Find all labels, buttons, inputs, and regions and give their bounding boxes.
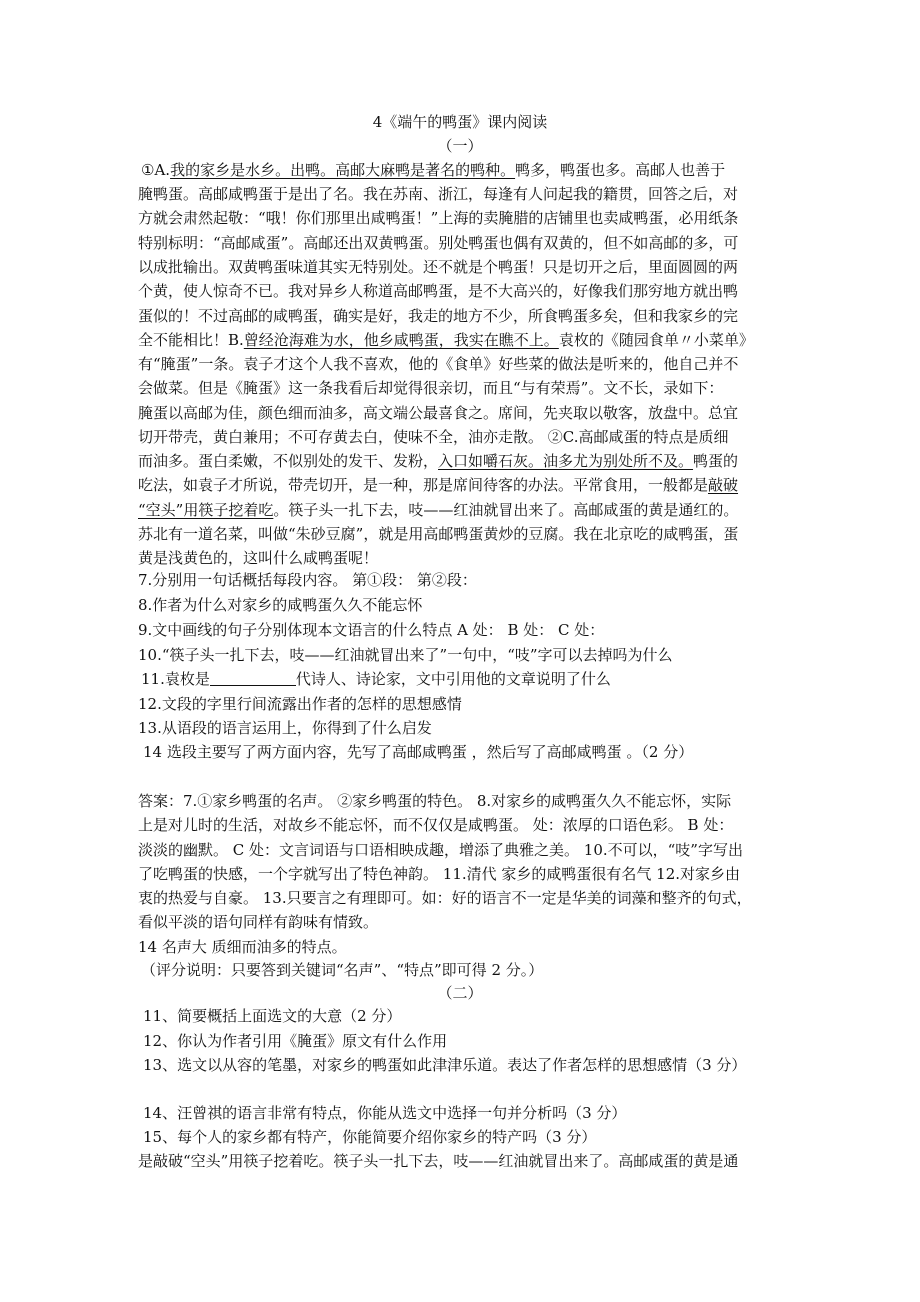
passage-text: 而油多。蛋白柔嫩，不似别处的发干、发粉，: [138, 452, 439, 470]
passage-text: 黄是浅黄色的，这叫什么咸鸭蛋呢！: [138, 549, 379, 567]
passage-text: 全不能相比！B.: [138, 331, 244, 349]
question-14: 14 选段主要写了两方面内容，先写了高邮咸鸭蛋 ，然后写了高邮咸鸭蛋 。（2 分）: [143, 743, 694, 761]
answer-line: 了吃鸭蛋的快感，一个字就写出了特色神韵。 11.清代 家乡的咸鸭蛋很有名气 12.对家乡由: [138, 865, 741, 883]
passage-text: 会做菜。但是《腌蛋》这一条我看后却觉得很亲切，而且“与有荣焉”。文不长，录如下：: [138, 379, 724, 397]
passage-line: [138, 208, 738, 228]
section-heading-2: （二）: [437, 984, 483, 1002]
passage-text: 以成批输出。双黄鸭蛋味道其实无特别处。还不就是个鸭蛋！只是切开之后，里面圆圆的两: [138, 258, 739, 276]
passage-line: [138, 330, 754, 350]
question-10: 10.“筷子头一扎下去，吱——红油就冒出来了”一句中，“吱”字可以去掉吗为什么: [138, 646, 673, 664]
passage-text: 个黄，使人惊奇不已。我对异乡人称道高邮鸭蛋，是不大高兴的，好像我们那穷地方就出鸭: [138, 282, 739, 300]
question-12: 12.文段的字里行间流露出作者的怎样的思想感情: [138, 695, 462, 713]
passage-text: 腌蛋以高邮为佳，颜色细而油多，高文端公最喜食之。席间，先夹取以敬客，放盘中。总宜: [138, 404, 739, 422]
passage-line: [141, 160, 725, 180]
answer-line: 上是对儿时的生活，对故乡不能忘怀，而不仅仅是咸鸭蛋。 处：浓厚的口语色彩。 B 处：: [138, 816, 734, 834]
question-9: 9.文中画线的句子分别体现本文语言的什么特点 A 处： B 处： C 处：: [138, 621, 605, 639]
passage-text: 。筷子头一扎下去，吱——红油就冒出来了。高邮咸蛋的黄是通红的。: [273, 501, 739, 519]
passage-line: [138, 475, 738, 495]
passage-text: 特别标明：“高邮咸蛋”。高邮还出双黄鸭蛋。别处鸭蛋也偶有双黄的，但不如高邮的多，可: [138, 234, 739, 252]
question-2-13: 13、选文以从容的笔墨，对家乡的鸭蛋如此津津乐道。表达了作者怎样的思想感情（3 分）: [143, 1056, 747, 1074]
answer-line: 看似平淡的语句同样有韵味有情致。: [138, 913, 379, 931]
question-11-suffix: 代诗人、诗论家，文中引用他的文章说明了什么: [295, 670, 611, 688]
passage-text: 方就会肃然起敬：“哦！你们那里出咸鸭蛋！”上海的卖腌腊的店铺里也卖咸鸭蛋，必用纸条: [138, 209, 739, 227]
passage-text: 鸭多，鸭蛋也多。高邮人也善于: [515, 161, 726, 179]
passage-line: [138, 500, 738, 520]
answer-blank: [210, 671, 296, 686]
passage-line: [138, 281, 738, 301]
underlined-sentence: 曾经沧海难为水，他乡咸鸭蛋，我实在瞧不上。: [243, 331, 559, 349]
passage-text: ①A.: [141, 161, 171, 179]
passage-line: [138, 451, 738, 471]
passage-line: [138, 184, 738, 204]
passage-line: [138, 378, 723, 398]
trailing-text: 是敲破“空头”用筷子挖着吃。筷子头一扎下去，吱——红油就冒出来了。高邮咸蛋的黄是通: [138, 1152, 739, 1170]
question-8: 8.作者为什么对家乡的咸鸭蛋久久不能忘怀: [138, 596, 423, 614]
underlined-sentence: “空头”用筷子挖着吃: [138, 501, 274, 519]
passage-line: [138, 427, 728, 447]
passage-line: [138, 354, 738, 374]
question-13: 13.从语段的语言运用上，你得到了什么启发: [138, 719, 432, 737]
passage-text: 鸭蛋的: [693, 452, 739, 470]
answer-line: 答案：7.①家乡鸭蛋的名声。 ②家乡鸭蛋的特色。 8.对家乡的咸鸭蛋久久不能忘怀，实际: [138, 792, 732, 810]
question-11: [141, 669, 611, 689]
question-2-15: 15、每个人的家乡都有特产，你能简要介绍你家乡的特产吗（3 分）: [143, 1128, 597, 1146]
underlined-sentence: 敲破: [708, 476, 739, 494]
passage-line: [138, 233, 738, 253]
scoring-note: （评分说明：只要答到关键词“名声”、“特点”即可得 2 分。）: [141, 961, 544, 979]
passage-line: [138, 524, 738, 544]
answer-line: 14 名声大 质细而油多的特点。: [138, 938, 347, 956]
passage-text: 有“腌蛋”一条。袁子才这个人我不喜欢，他的《食单》好些菜的做法是听来的，他自己并不: [138, 355, 739, 373]
passage-line: [138, 257, 738, 277]
answer-line: 淡淡的幽默。 C 处：文言词语与口语相映成趣，增添了典雅之美。 10.不可以，“吱”字写出: [138, 841, 743, 859]
doc-title: 4《端午的鸭蛋》课内阅读: [372, 113, 548, 131]
passage-text: 切开带壳，黄白兼用；不可存黄去白，使味不全，油亦走散。 ②C.高邮咸蛋的特点是质细: [138, 428, 729, 446]
question-11-prefix: 11.袁枚是: [141, 670, 210, 688]
question-2-14: 14、汪曾祺的语言非常有特点，你能从选文中选择一句并分析吗（3 分）: [143, 1104, 627, 1122]
passage-line: [138, 548, 378, 568]
passage-text: 吃法，如袁子才所说，带壳切开，是一种，那是席间待客的办法。平常食用，一般都是: [138, 476, 709, 494]
question-7: 7.分别用一句话概括每段内容。 第①段： 第②段：: [138, 571, 477, 589]
passage-text: 苏北有一道名菜，叫做“朱砂豆腐”，就是用高邮鸭蛋黄炒的豆腐。我在北京吃的咸鸭蛋，蛋: [138, 525, 739, 543]
question-2-11: 11、简要概括上面选文的大意（2 分）: [143, 1007, 402, 1025]
passage-text: 蛋似的！不过高邮的咸鸭蛋，确实是好，我走的地方不少，所食鸭蛋多矣，但和我家乡的完: [138, 307, 739, 325]
underlined-sentence: 我的家乡是水乡。出鸭。高邮大麻鸭是著名的鸭种。: [170, 161, 516, 179]
passage-line: [138, 306, 738, 326]
underlined-sentence: 入口如嚼石灰。油多尤为别处所不及。: [438, 452, 694, 470]
passage-text: 袁枚的《随园食单〃小菜单》: [558, 331, 754, 349]
section-heading-1: （一）: [437, 137, 483, 155]
question-2-12: 12、你认为作者引用《腌蛋》原文有什么作用: [143, 1032, 448, 1050]
passage-text: 腌鸭蛋。高邮咸鸭蛋于是出了名。我在苏南、浙江，每逢有人问起我的籍贯，回答之后，对: [138, 185, 739, 203]
passage-line: [138, 403, 738, 423]
answer-line: 衷的热爱与自豪。 13.只要言之有理即可。如：好的语言不一定是华美的词藻和整齐的句式，: [138, 889, 752, 907]
